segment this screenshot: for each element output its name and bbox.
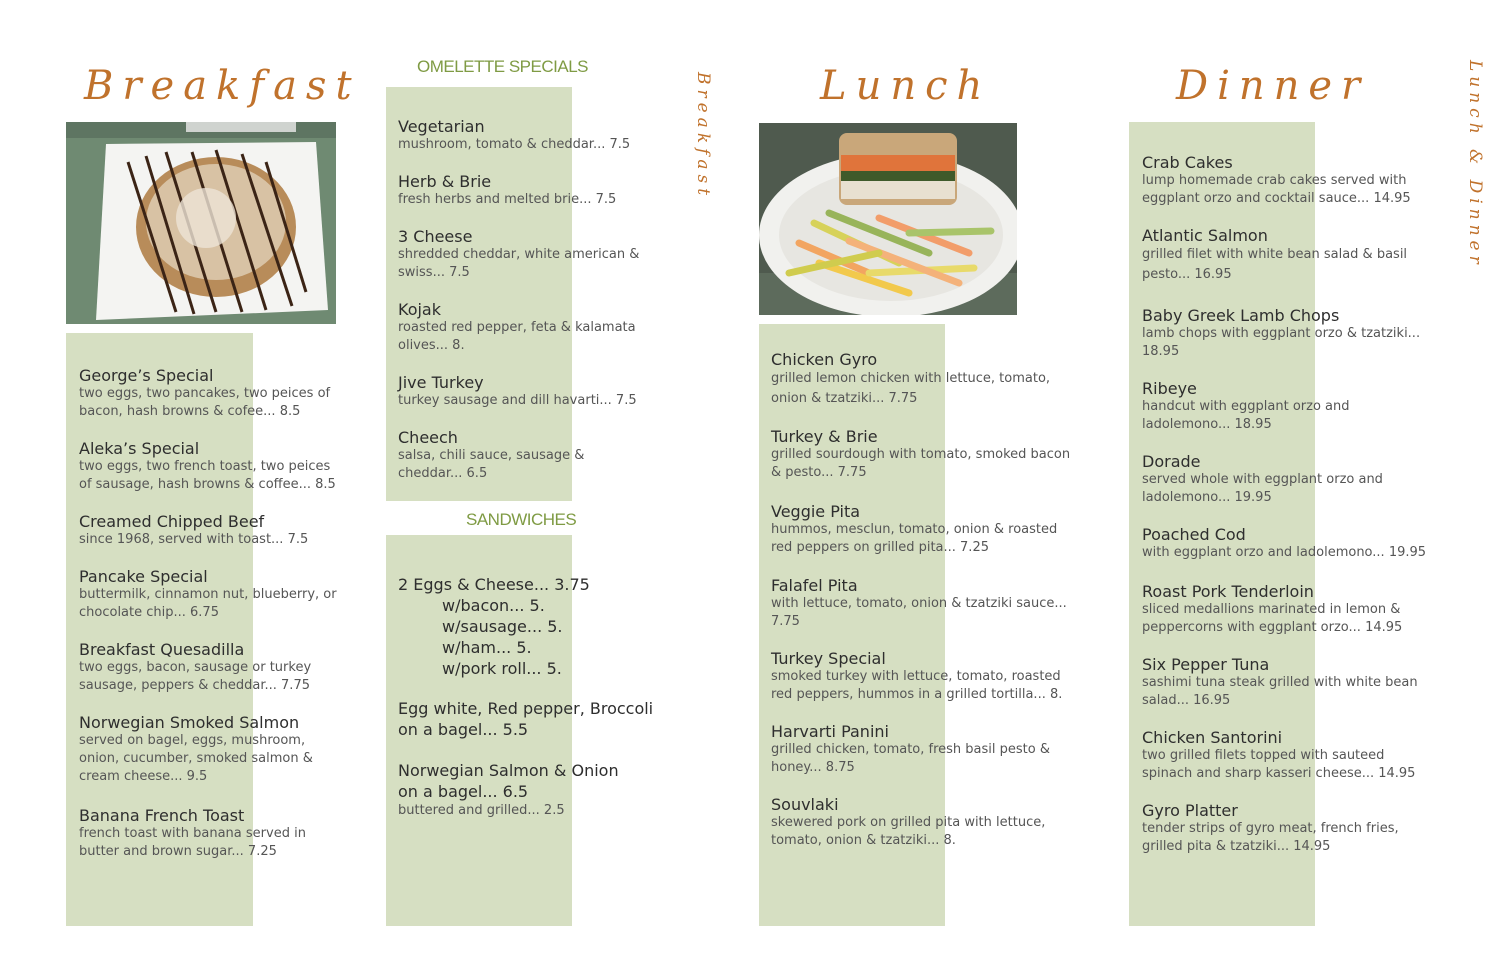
item-name: Breakfast Quesadilla [79, 640, 245, 659]
sandwich-option: w/ham... 5. [442, 638, 532, 657]
breakfast-items [79, 366, 344, 861]
egg-cheese-name: 2 Eggs & Cheese... 3.75 [398, 575, 590, 594]
waffle-photo [66, 122, 336, 324]
item-name: Banana French Toast [79, 806, 245, 825]
item-desc: turkey sausage and dill havarti... 7.5 [398, 393, 637, 408]
item-desc: handcut with eggplant orzo and ladolemono... 18.95 [1142, 399, 1350, 432]
menu-item [1142, 153, 1437, 208]
item-name: Baby Greek Lamb Chops [1142, 306, 1340, 325]
item-name: Gyro Platter [1142, 801, 1238, 820]
spine-breakfast: Breakfast [693, 72, 713, 201]
menu-item [398, 300, 648, 355]
item-name: Chicken Gyro [771, 350, 878, 369]
omelette-heading: OMELETTE SPECIALS [417, 57, 588, 76]
menu-item [398, 172, 648, 209]
item-desc: salsa, chili sauce, sausage & cheddar... 6.5 [398, 448, 585, 481]
menu-item [771, 722, 1071, 777]
menu-item [79, 512, 344, 549]
item-desc: lump homemade crab cakes served with eggplant orzo and cocktail sauce... 14.95 [1142, 173, 1411, 206]
item-desc: with lettuce, tomato, onion & tzatziki sauce... 7.75 [771, 596, 1067, 629]
item-desc: roasted red pepper, feta & kalamata olives... 8. [398, 320, 636, 353]
item-desc: sashimi tuna steak grilled with white bean salad... 16.95 [1142, 675, 1418, 708]
item-name: Poached Cod [1142, 525, 1246, 544]
item-name: Kojak [398, 300, 441, 319]
item-name: Chicken Santorini [1142, 728, 1283, 747]
item-desc: french toast with banana served in butter and brown sugar... 7.25 [79, 826, 306, 859]
item-desc: two grilled filets topped with sauteed spinach and sharp kasseri cheese... 14.95 [1142, 748, 1416, 781]
sandwich-items [398, 574, 668, 820]
menu-item [398, 117, 648, 154]
menu-item [771, 502, 1071, 557]
menu-item [79, 640, 344, 695]
item-desc: grilled sourdough with tomato, smoked bacon & pesto... 7.75 [771, 447, 1071, 480]
sandwich-option: w/bacon... 5. [442, 596, 545, 615]
item-name: Souvlaki [771, 795, 839, 814]
item-name: Crab Cakes [1142, 153, 1233, 172]
item-name: George’s Special [79, 366, 214, 385]
menu-item [79, 713, 344, 786]
menu-item [771, 795, 1071, 850]
item-name: Turkey Special [771, 649, 886, 668]
item-desc: mushroom, tomato & cheddar... 7.5 [398, 137, 631, 152]
egg-white-price: on a bagel... 5.5 [398, 720, 529, 739]
item-name: Atlantic Salmon [1142, 226, 1268, 245]
salmon-price: on a bagel... 6.5 [398, 782, 529, 801]
item-desc: grilled lemon chicken with lettuce, tomato, onion & tzatziki... 7.75 [771, 371, 1051, 406]
item-desc: two eggs, two pancakes, two peices of bacon, hash browns & cofee... 8.5 [79, 386, 331, 419]
item-name: 3 Cheese [398, 227, 473, 246]
item-name: Cheech [398, 428, 458, 447]
sandwich-fries-photo [759, 123, 1017, 315]
menu-item [771, 350, 1071, 409]
item-name: Jive Turkey [398, 373, 484, 392]
menu-item [1142, 452, 1437, 507]
item-name: Creamed Chipped Beef [79, 512, 265, 531]
item-name: Harvarti Panini [771, 722, 889, 741]
item-desc: tender strips of gyro meat, french fries, grilled pita & tzatziki... 14.95 [1142, 821, 1399, 854]
item-name: Six Pepper Tuna [1142, 655, 1270, 674]
item-name: Vegetarian [398, 117, 485, 136]
item-desc: served whole with eggplant orzo and ladolemono... 19.95 [1142, 472, 1383, 505]
item-desc: buttermilk, cinnamon nut, blueberry, or chocolate chip... 6.75 [79, 587, 337, 620]
item-name: Herb & Brie [398, 172, 492, 191]
item-name: Norwegian Smoked Salmon [79, 713, 300, 732]
menu-item [1142, 379, 1437, 434]
item-name: Veggie Pita [771, 502, 861, 521]
item-desc: two eggs, bacon, sausage or turkey sausage, peppers & cheddar... 7.75 [79, 660, 312, 693]
menu-item [1142, 655, 1437, 710]
item-desc: lamb chops with eggplant orzo & tzatziki... 18.95 [1142, 326, 1421, 359]
sandwich-option: w/sausage... 5. [442, 617, 563, 636]
item-name: Roast Pork Tenderloin [1142, 582, 1314, 601]
menu-item [1142, 306, 1437, 361]
item-desc: grilled chicken, tomato, fresh basil pesto & honey... 8.75 [771, 742, 1050, 775]
item-desc: hummos, mesclun, tomato, onion & roasted red peppers on grilled pita... 7.25 [771, 522, 1058, 555]
menu-item [1142, 582, 1437, 637]
item-name: Aleka’s Special [79, 439, 200, 458]
spine-lunch-dinner: Lunch & Dinner [1465, 60, 1485, 269]
dinner-items [1142, 153, 1437, 856]
item-name: Turkey & Brie [771, 427, 878, 446]
item-desc: sliced medallions marinated in lemon & peppercorns with eggplant orzo... 14.95 [1142, 602, 1403, 635]
menu-item [79, 439, 344, 494]
sandwiches-heading: SANDWICHES [466, 510, 577, 529]
item-name: Ribeye [1142, 379, 1197, 398]
menu-item [1142, 728, 1437, 783]
salmon-desc: buttered and grilled... 2.5 [398, 803, 565, 818]
lunch-title: Lunch [820, 63, 992, 109]
menu-item [771, 427, 1071, 482]
egg-white-name: Egg white, Red pepper, Broccoli [398, 699, 654, 718]
item-name: Pancake Special [79, 567, 208, 586]
menu-item [398, 373, 648, 410]
menu-item [79, 366, 344, 421]
salmon-name: Norwegian Salmon & Onion [398, 761, 619, 780]
menu-item [1142, 226, 1437, 285]
item-desc: served on bagel, eggs, mushroom, onion, cucumber, smoked salmon & cream cheese... 9.5 [79, 733, 313, 784]
menu-item [771, 576, 1071, 631]
menu-item [79, 567, 344, 622]
item-desc: fresh herbs and melted brie... 7.5 [398, 192, 617, 207]
item-desc: smoked turkey with lettuce, tomato, roasted red peppers, hummos in a grilled tortilla... 8. [771, 669, 1063, 702]
menu-item [398, 227, 648, 282]
item-desc: skewered pork on grilled pita with lettuce, tomato, onion & tzatziki... 8. [771, 815, 1046, 848]
item-desc: grilled filet with white bean salad & basil pesto... 16.95 [1142, 247, 1408, 282]
item-desc: shredded cheddar, white american & swiss... 7.5 [398, 247, 640, 280]
item-name: Dorade [1142, 452, 1201, 471]
breakfast-title: Breakfast [84, 63, 361, 109]
item-desc: since 1968, served with toast... 7.5 [79, 532, 309, 547]
menu-item [771, 649, 1071, 704]
menu-item [398, 428, 648, 483]
item-name: Falafel Pita [771, 576, 858, 595]
item-desc: two eggs, two french toast, two peices of sausage, hash browns & coffee... 8.5 [79, 459, 336, 492]
sandwich-option: w/pork roll... 5. [442, 659, 562, 678]
menu-item [1142, 525, 1437, 562]
item-desc: with eggplant orzo and ladolemono... 19.95 [1142, 545, 1427, 560]
dinner-title: Dinner [1176, 63, 1370, 109]
lunch-items [771, 350, 1071, 850]
menu-item [79, 806, 344, 861]
omelette-items [398, 117, 648, 483]
menu-item [1142, 801, 1437, 856]
